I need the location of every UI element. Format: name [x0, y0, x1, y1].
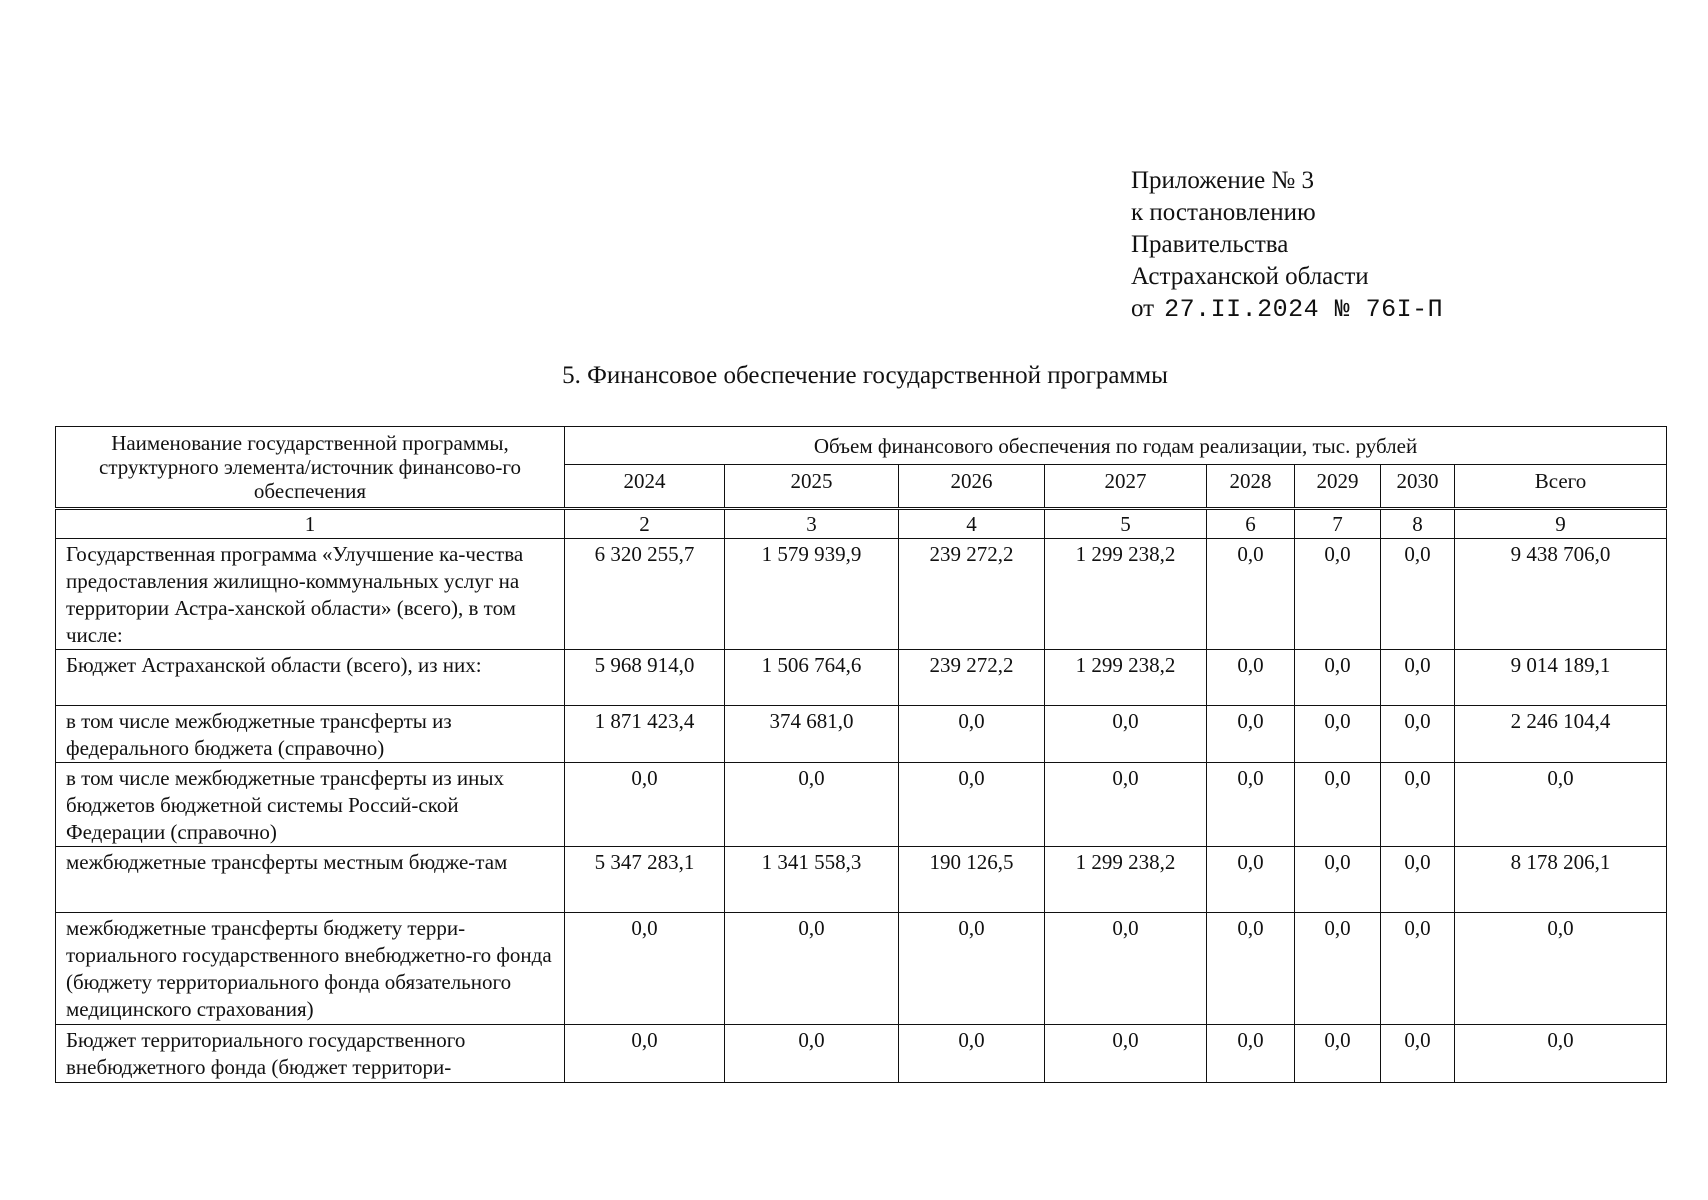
index-cell: 7	[1295, 509, 1381, 539]
appendix-block	[1131, 165, 1443, 326]
value-cell: 0,0	[1295, 539, 1381, 650]
row-name: Бюджет территориального государственного внебюджетного фонда (бюджет территори-	[56, 1025, 565, 1083]
value-cell: 0,0	[725, 913, 899, 1025]
appendix-line-3: Правительства	[1131, 231, 1289, 258]
index-cell: 6	[1207, 509, 1295, 539]
row-name: в том числе межбюджетные трансферты из иных бюджетов бюджетной системы Россий-ской Федерации (справочно)	[56, 763, 565, 847]
row-name: Бюджет Астраханской области (всего), из них:	[56, 650, 565, 706]
value-cell: 1 871 423,4	[565, 706, 725, 763]
value-cell: 0,0	[725, 763, 899, 847]
header-year: 2025	[725, 465, 899, 509]
value-cell: 1 299 238,2	[1045, 847, 1207, 913]
value-cell: 0,0	[1381, 1025, 1455, 1083]
header-year: 2026	[899, 465, 1045, 509]
value-cell: 0,0	[1295, 763, 1381, 847]
value-cell: 9 438 706,0	[1455, 539, 1667, 650]
index-cell: 1	[56, 509, 565, 539]
index-row	[56, 509, 1667, 539]
table-body	[56, 509, 1667, 1083]
index-cell: 4	[899, 509, 1045, 539]
index-cell: 5	[1045, 509, 1207, 539]
value-cell: 0,0	[1295, 913, 1381, 1025]
value-cell: 1 506 764,6	[725, 650, 899, 706]
value-cell: 0,0	[1381, 706, 1455, 763]
value-cell: 5 347 283,1	[565, 847, 725, 913]
header-total: Всего	[1455, 465, 1667, 509]
value-cell: 0,0	[1207, 706, 1295, 763]
value-cell: 0,0	[1381, 650, 1455, 706]
value-cell: 239 272,2	[899, 539, 1045, 650]
value-cell: 0,0	[1207, 650, 1295, 706]
appendix-line-4: Астраханской области	[1131, 263, 1369, 290]
appendix-line-2: к постановлению	[1131, 199, 1316, 226]
value-cell: 374 681,0	[725, 706, 899, 763]
value-cell: 1 579 939,9	[725, 539, 899, 650]
value-cell: 0,0	[1207, 539, 1295, 650]
value-cell: 0,0	[1455, 763, 1667, 847]
value-cell: 0,0	[1455, 913, 1667, 1025]
header-year: 2024	[565, 465, 725, 509]
appendix-date-line	[1131, 293, 1443, 326]
value-cell: 1 299 238,2	[1045, 539, 1207, 650]
value-cell: 0,0	[565, 1025, 725, 1083]
value-cell: 0,0	[565, 763, 725, 847]
value-cell: 0,0	[1045, 706, 1207, 763]
value-cell: 0,0	[899, 763, 1045, 847]
value-cell: 0,0	[1045, 763, 1207, 847]
value-cell: 1 299 238,2	[1045, 650, 1207, 706]
header-year: 2029	[1295, 465, 1381, 509]
header-name-cell: Наименование государственной программы, структурного элемента/источник финансово-го обеспечения	[56, 427, 565, 509]
header-year: 2028	[1207, 465, 1295, 509]
value-cell: 0,0	[1381, 913, 1455, 1025]
table-row	[56, 650, 1667, 706]
table-row	[56, 847, 1667, 913]
value-cell: 8 178 206,1	[1455, 847, 1667, 913]
index-cell: 3	[725, 509, 899, 539]
value-cell: 0,0	[725, 1025, 899, 1083]
header-year: 2030	[1381, 465, 1455, 509]
value-cell: 0,0	[1295, 650, 1381, 706]
value-cell: 0,0	[899, 913, 1045, 1025]
table-row	[56, 539, 1667, 650]
row-name: в том числе межбюджетные трансферты из федерального бюджета (справочно)	[56, 706, 565, 763]
section-title: 5. Финансовое обеспечение государственной программы	[562, 362, 1168, 389]
table-row	[56, 913, 1667, 1025]
value-cell: 6 320 255,7	[565, 539, 725, 650]
appendix-line-1: Приложение № 3	[1131, 167, 1315, 194]
value-cell: 0,0	[899, 706, 1045, 763]
value-cell: 0,0	[1381, 763, 1455, 847]
value-cell: 0,0	[1207, 913, 1295, 1025]
appendix-date-prefix: от	[1131, 295, 1155, 322]
financing-table	[55, 426, 1667, 1083]
row-name: межбюджетные трансферты местным бюдже-там	[56, 847, 565, 913]
header-year: 2027	[1045, 465, 1207, 509]
appendix-date-stamp: 27.II.2024 № 76I-П	[1164, 295, 1444, 324]
row-name: межбюджетные трансферты бюджету терри-ториального государственного внебюджетно-го фонда (бюджету территориального фонда обязательного медицинского страхования)	[56, 913, 565, 1025]
value-cell: 0,0	[1207, 763, 1295, 847]
value-cell: 0,0	[899, 1025, 1045, 1083]
header-volume-cell: Объем финансового обеспечения по годам реализации, тыс. рублей	[565, 427, 1667, 465]
index-cell: 2	[565, 509, 725, 539]
value-cell: 0,0	[1381, 847, 1455, 913]
value-cell: 0,0	[1207, 847, 1295, 913]
value-cell: 0,0	[1295, 847, 1381, 913]
value-cell: 0,0	[1045, 913, 1207, 1025]
table-row	[56, 706, 1667, 763]
value-cell: 0,0	[1295, 1025, 1381, 1083]
value-cell: 190 126,5	[899, 847, 1045, 913]
value-cell: 0,0	[565, 913, 725, 1025]
value-cell: 239 272,2	[899, 650, 1045, 706]
index-cell: 8	[1381, 509, 1455, 539]
value-cell: 5 968 914,0	[565, 650, 725, 706]
value-cell: 2 246 104,4	[1455, 706, 1667, 763]
table-row	[56, 763, 1667, 847]
table-header	[56, 427, 1667, 509]
table-row	[56, 1025, 1667, 1083]
value-cell: 0,0	[1381, 539, 1455, 650]
value-cell: 1 341 558,3	[725, 847, 899, 913]
row-name: Государственная программа «Улучшение ка-чества предоставления жилищно-коммунальных услуг на территории Астра-ханской области» (всего), в том числе:	[56, 539, 565, 650]
value-cell: 0,0	[1207, 1025, 1295, 1083]
value-cell: 0,0	[1295, 706, 1381, 763]
value-cell: 9 014 189,1	[1455, 650, 1667, 706]
value-cell: 0,0	[1455, 1025, 1667, 1083]
index-cell: 9	[1455, 509, 1667, 539]
value-cell: 0,0	[1045, 1025, 1207, 1083]
